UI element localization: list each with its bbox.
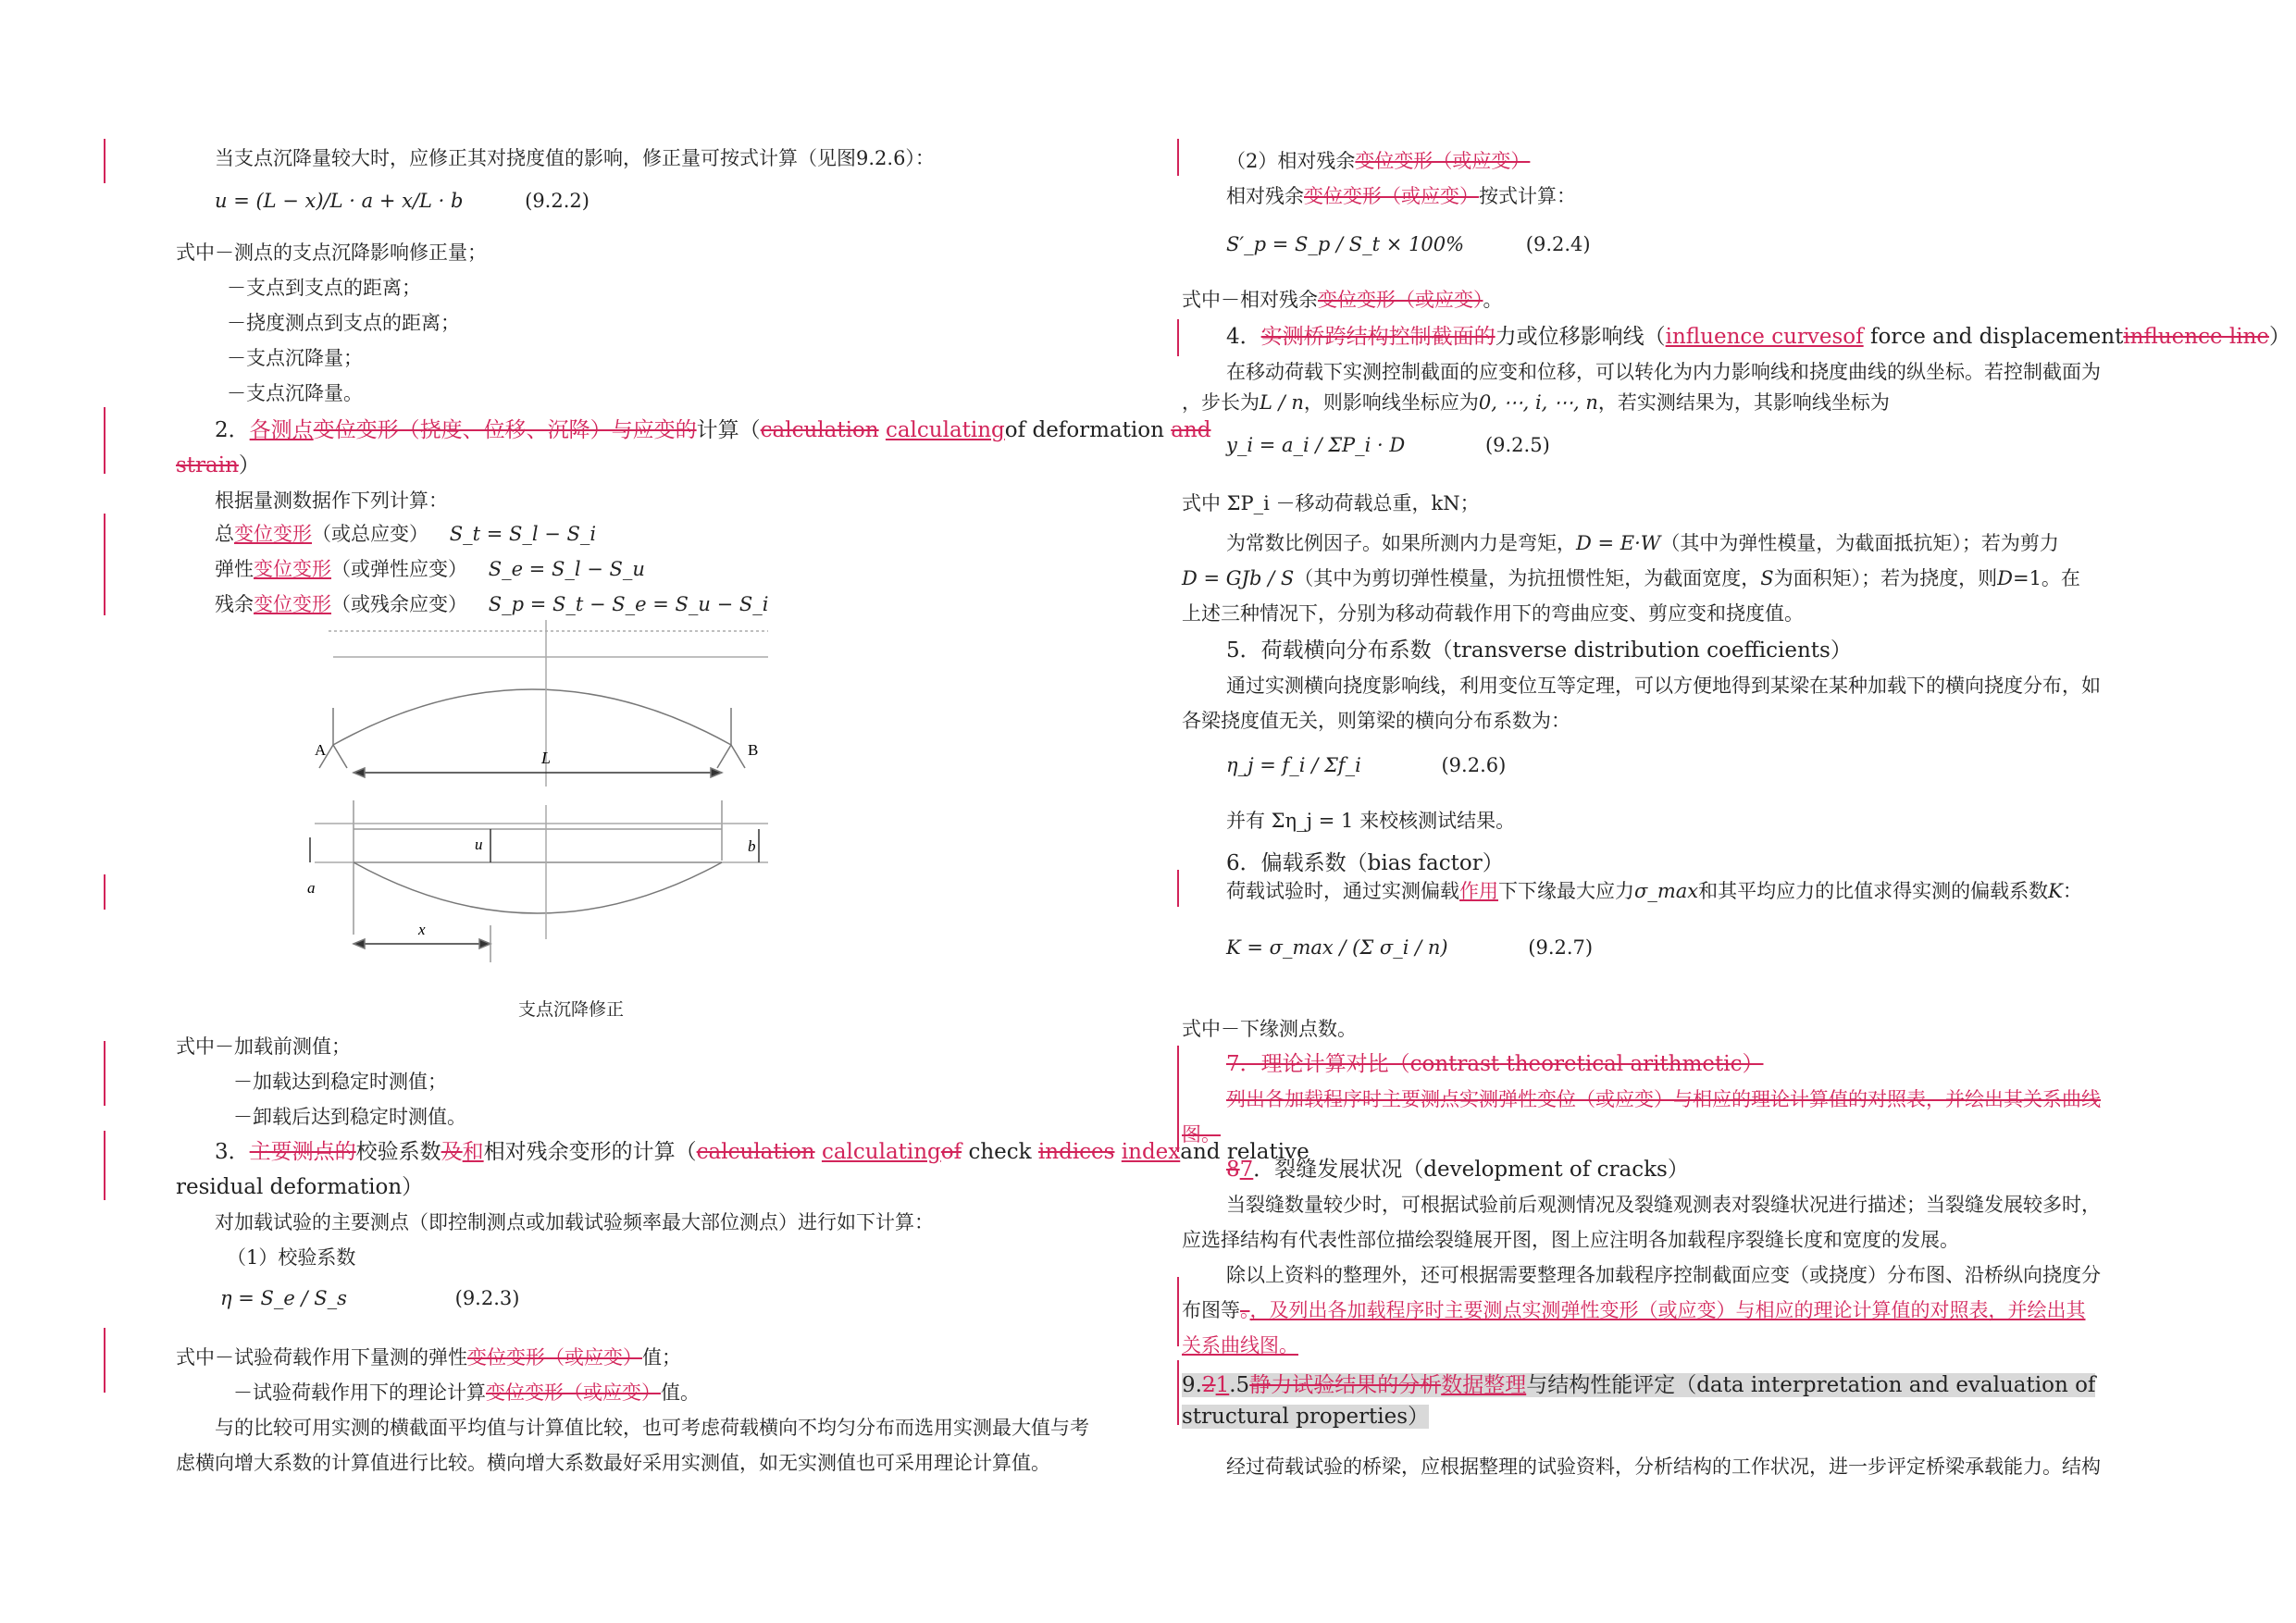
equation-number: (9.2.5)	[1484, 434, 1550, 456]
deleted-text: 变位变形（或应变）	[1355, 150, 1531, 172]
paragraph	[1182, 1117, 1221, 1152]
definition-line	[176, 1340, 681, 1375]
definition-line: 式中－下缘测点数。	[1182, 1018, 1357, 1040]
inserted-text: calculating	[821, 1140, 941, 1164]
inserted-text: 变位变形	[254, 558, 331, 580]
label-x: x	[418, 921, 426, 938]
equation-number: (9.2.2)	[525, 190, 590, 212]
paragraph: 除以上资料的整理外，还可根据需要整理各加载程序控制截面应变（或挠度）分布图、沿桥纵向挠度分	[1226, 1264, 2101, 1286]
definition-line: 式中－加载前测值；	[176, 1035, 351, 1058]
paragraph: 与的比较可用实测的横截面平均值与计算值比较，也可考虑荷载横向不均匀分布而选用实测最大值与考	[215, 1417, 1089, 1439]
change-bar	[1177, 319, 1179, 356]
heading-text: 力或位移影响线（	[1495, 325, 1666, 349]
paragraph: 应选择结构有代表性部位描绘裂缝展开图，图上应注明各加载程序裂缝长度和宽度的发展。	[1182, 1229, 1959, 1251]
inserted-text: 各测点	[249, 418, 314, 442]
deleted-text: indices	[1037, 1140, 1115, 1164]
formula-label: （或弹性应变）	[331, 558, 467, 580]
inserted-text: 和	[462, 1140, 484, 1164]
paragraph-text: 为常数比例因子。如果所测内力是弯矩，	[1226, 532, 1576, 554]
label-B: B	[748, 741, 759, 759]
change-bar	[104, 1328, 105, 1393]
formula-line	[215, 516, 596, 551]
definition-line	[1182, 282, 1503, 317]
equation-number: (9.2.6)	[1441, 754, 1507, 776]
deleted-text: and	[1171, 418, 1211, 442]
equation-number: (9.2.3)	[454, 1287, 520, 1309]
deleted-text: 7．理论计算对比（contrast theoretical arithmetic）	[1226, 1052, 1764, 1076]
paragraph-text: 和其平均应力的比值求得实测的偏载系数	[1698, 880, 2049, 902]
definition-line: －挠度测点到支点的距离；	[227, 312, 460, 334]
definition-line: －支点沉降量；	[227, 347, 363, 369]
paragraph	[1226, 1082, 2101, 1117]
heading-text: of deformation	[1004, 418, 1164, 442]
paragraph: （1）校验系数	[227, 1246, 356, 1269]
change-bar	[1177, 1360, 1179, 1425]
inserted-text: 1	[1215, 1373, 1230, 1397]
change-bar	[1177, 1277, 1179, 1346]
heading-text: and relative	[1180, 1140, 1309, 1164]
paragraph-text: （其中为弹性模量，为截面抵抗矩）；若为剪力	[1660, 532, 2059, 554]
deleted-text: 变位变形（或应变）	[467, 1346, 642, 1369]
heading-text: ）	[2269, 325, 2291, 349]
deleted-text: 8	[1226, 1158, 1240, 1182]
change-bar	[104, 874, 105, 910]
heading-text: check	[968, 1140, 1032, 1164]
equation-text: η_j = f_i / Σf_i	[1226, 754, 1361, 776]
change-bar	[104, 514, 105, 615]
equation	[215, 183, 590, 218]
equation-number: (9.2.4)	[1525, 233, 1591, 255]
change-bar	[104, 139, 105, 183]
paragraph-text: 荷载试验时，通过实测偏载	[1226, 880, 1459, 902]
section-heading	[215, 1134, 1309, 1170]
deleted-text: 变位变形（或应变）	[486, 1381, 661, 1404]
section-title-text: 与结构性能评定（data interpretation and evaluation of	[1526, 1373, 2096, 1397]
section-heading: 5．荷载横向分布系数（transverse distribution coefficients）	[1226, 638, 1852, 663]
equation	[1226, 748, 1506, 783]
section-heading-cont	[176, 448, 260, 483]
subheading-text: （2）相对残余	[1226, 150, 1356, 172]
definition-text: 值；	[642, 1346, 681, 1369]
inserted-text: calculating	[885, 418, 1005, 442]
deleted-text: 实测桥跨结构控制截面的	[1260, 325, 1496, 349]
equation-text: S_e = S_l − S_u	[488, 558, 645, 580]
equation-text: D = GJb / S	[1182, 567, 1295, 589]
heading-number: 3．	[215, 1140, 250, 1164]
paragraph: 根据量测数据作下列计算：	[215, 489, 448, 512]
formula-label: 弹性	[215, 558, 254, 580]
paragraph: 经过荷载试验的桥梁，应根据整理的试验资料，分析结构的工作状况，进一步评定桥梁承载能力。结构	[1226, 1456, 2101, 1478]
change-bar	[104, 407, 105, 474]
inserted-text: 数据整理	[1441, 1373, 1527, 1397]
section-number: 9.	[1182, 1373, 1202, 1397]
definition-text: －试验荷载作用下的理论计算	[233, 1381, 486, 1404]
definition-line: 式中－测点的支点沉降影响修正量；	[176, 242, 487, 264]
formula-line	[215, 551, 645, 587]
paragraph-text: ，则影响线坐标应为	[1303, 391, 1479, 414]
equation	[1226, 427, 1550, 463]
paragraph-text: ，步长为	[1182, 391, 1260, 414]
equation	[1226, 930, 1593, 965]
definition-line: －支点到支点的距离；	[227, 277, 421, 299]
definition-text: 式中－试验荷载作用下量测的弹性	[176, 1346, 467, 1369]
paragraph-text: 按式计算：	[1479, 185, 1576, 207]
settlement-correction-figure	[305, 620, 824, 1009]
section-heading: 6．偏载系数（bias factor）	[1226, 851, 1504, 875]
equation-text: η = S_e / S_s	[220, 1287, 347, 1309]
paragraph: 上述三种情况下，分别为移动荷载作用下的弯曲应变、剪应变和挠度值。	[1182, 602, 1804, 625]
equation-text: D = E·W	[1576, 532, 1661, 554]
equation	[220, 1281, 519, 1316]
inserted-text: influence curvesof	[1665, 325, 1864, 349]
heading-number: 2．	[215, 418, 250, 442]
paragraph-text: ，若实测结果为，其影响线坐标为	[1597, 391, 1890, 414]
inserted-text: 变位变形	[234, 523, 312, 545]
paragraph	[1226, 179, 1576, 214]
inserted-text: 7	[1239, 1158, 1254, 1182]
deleted-text: 静力试验结果的分析	[1249, 1373, 1442, 1397]
label-b: b	[748, 837, 756, 855]
deleted-text: 变位变形（或应变）	[1304, 185, 1479, 207]
paragraph-text: 相对残余	[1226, 185, 1304, 207]
label-L: L	[541, 749, 552, 767]
equation-text: S	[1760, 567, 1774, 589]
section-title	[1182, 1368, 2095, 1403]
section-number: .5	[1229, 1373, 1250, 1397]
section-title-cont	[1182, 1399, 1429, 1434]
paragraph	[1182, 1328, 1298, 1363]
paragraph	[1182, 1293, 2086, 1328]
heading-number: 4．	[1226, 325, 1261, 349]
section-heading	[1226, 319, 2290, 354]
equation-number: (9.2.7)	[1528, 936, 1594, 959]
paragraph: 当支点沉降量较大时，应修正其对挠度值的影响，修正量可按式计算（见图9.2.6）：	[215, 147, 935, 169]
heading-text: ．裂缝发展状况（development of cracks）	[1253, 1158, 1689, 1182]
paragraph-text: 下下缘最大应力	[1498, 880, 1634, 902]
equation	[1226, 227, 1591, 262]
definition-line: －支点沉降量。	[227, 382, 363, 404]
deleted-text: strain	[176, 453, 239, 477]
inserted-text: index	[1121, 1140, 1181, 1164]
definition-text: 。	[1483, 289, 1503, 311]
deleted-text: of	[940, 1140, 962, 1164]
change-bar	[104, 1041, 105, 1106]
paragraph-text: （其中为剪切弹性模量，为抗扭惯性矩，为截面宽度，	[1294, 567, 1761, 589]
paragraph-text: =1。在	[2012, 567, 2080, 589]
heading-text: 校验系数	[355, 1140, 441, 1164]
section-title-text: structural properties）	[1182, 1405, 1430, 1429]
deleted-text: calculation	[696, 1140, 815, 1164]
label-u: u	[475, 836, 483, 853]
inserted-text: 关系曲线图。	[1182, 1334, 1298, 1357]
paragraph: 并有 Ση_j = 1 来校核测试结果。	[1226, 810, 1516, 832]
equation-text: 0, ⋯, i, ⋯, n	[1478, 391, 1598, 414]
deleted-text: 变位变形（或应变）	[1318, 289, 1483, 311]
paragraph: 在移动荷载下实测控制截面的应变和位移，可以转化为内力影响线和挠度曲线的纵坐标。若控制截面为	[1226, 361, 2101, 383]
deleted-text: 图。	[1182, 1123, 1221, 1146]
definition-text: 式中－相对残余	[1182, 289, 1318, 311]
deleted-text: 变位变形（挠度、位移、沉降）与应变的	[313, 418, 697, 442]
equation-text: K = σ_max / (Σ σ_i / n)	[1226, 936, 1448, 959]
paragraph	[1226, 873, 2082, 909]
deleted-text: 列出各加载程序时主要测点实测弹性变位（或应变）与相应的理论计算值的对照表，并绘出其关系曲线	[1226, 1088, 2101, 1110]
equation-text: S_t = S_l − S_i	[449, 523, 597, 545]
equation-text: y_i = a_i / ΣP_i · D	[1226, 434, 1406, 456]
section-heading-cont: residual deformation）	[176, 1175, 424, 1199]
paragraph-text: 布图等	[1182, 1299, 1240, 1321]
equation-text: σ_max	[1634, 880, 1699, 902]
inserted-text: 变位变形	[254, 593, 331, 615]
change-bar	[1177, 870, 1179, 907]
paragraph: 对加载试验的主要测点（即控制测点或加载试验频率最大部位测点）进行如下计算：	[215, 1211, 934, 1233]
change-bar	[104, 1131, 105, 1200]
equation-text: u = (L − x)/L · a + x/L · b	[215, 190, 464, 212]
heading-text: force and displacement	[1863, 325, 2124, 349]
definition-text: 值。	[661, 1381, 700, 1404]
section-heading	[215, 413, 1211, 448]
paragraph: 虑横向增大系数的计算值进行比较。横向增大系数最好采用实测值，如无实测值也可采用理论计算值。	[176, 1452, 1050, 1474]
heading-text: 相对残余变形的计算（	[483, 1140, 697, 1164]
definition-line: －加载达到稳定时测值；	[233, 1071, 447, 1093]
paragraph: 各梁挠度值无关，则第梁的横向分布系数为：	[1182, 710, 1570, 732]
section-heading	[1226, 1047, 1763, 1082]
paragraph	[1182, 561, 2080, 596]
section-heading	[1226, 1152, 1689, 1187]
heading-text: 计算（	[696, 418, 761, 442]
subheading	[1226, 143, 1530, 179]
equation-text: L / n	[1260, 391, 1304, 414]
formula-label: （或残余应变）	[331, 593, 467, 615]
deleted-text: calculation	[760, 418, 879, 442]
label-A: A	[315, 741, 327, 759]
formula-label: 总	[215, 523, 234, 545]
heading-text: ）	[238, 453, 260, 477]
section-title-highlight	[1182, 1373, 2095, 1397]
deleted-text: 及	[441, 1140, 463, 1164]
paragraph-text: ：	[2062, 880, 2082, 902]
definition-line	[233, 1375, 700, 1410]
label-a: a	[307, 879, 316, 897]
change-bar	[1177, 139, 1179, 176]
deleted-text: 主要测点的	[249, 1140, 356, 1164]
formula-label: 残余	[215, 593, 254, 615]
formula-label: （或总应变）	[312, 523, 428, 545]
inserted-text: 作用	[1459, 880, 1498, 902]
figure-caption: 支点沉降修正	[518, 999, 625, 1020]
paragraph: 当裂缝数量较少时，可根据试验前后观测情况及裂缝观测表对裂缝状况进行描述；当裂缝发展较多时，	[1226, 1194, 2101, 1216]
paragraph-text: 为面积矩）；若为挠度，则	[1773, 567, 1998, 589]
definition-line: 式中 ΣP_i －移动荷载总重，kN；	[1182, 492, 1480, 514]
deleted-text: influence line	[2123, 325, 2270, 349]
equation-text: S_p = S_t − S_e = S_u − S_i	[488, 593, 769, 615]
equation-text: S′_p = S_p / S_t × 100%	[1226, 233, 1465, 255]
equation-text: K	[2048, 880, 2063, 902]
deleted-text: 。	[1240, 1299, 1250, 1321]
paragraph	[1182, 385, 1890, 420]
deleted-text: 2	[1201, 1373, 1216, 1397]
inserted-text: ，及列出各加载程序时主要测点实测弹性变形（或应变）与相应的理论计算值的对照表，并绘出其	[1249, 1299, 2086, 1321]
equation-text: D	[1997, 567, 2013, 589]
paragraph	[1226, 526, 2059, 561]
paragraph: 通过实测横向挠度影响线，利用变位互等定理，可以方便地得到某梁在某种加载下的横向挠度分布，如	[1226, 675, 2101, 697]
formula-line	[215, 587, 768, 622]
definition-line: －卸载后达到稳定时测值。	[233, 1106, 466, 1128]
